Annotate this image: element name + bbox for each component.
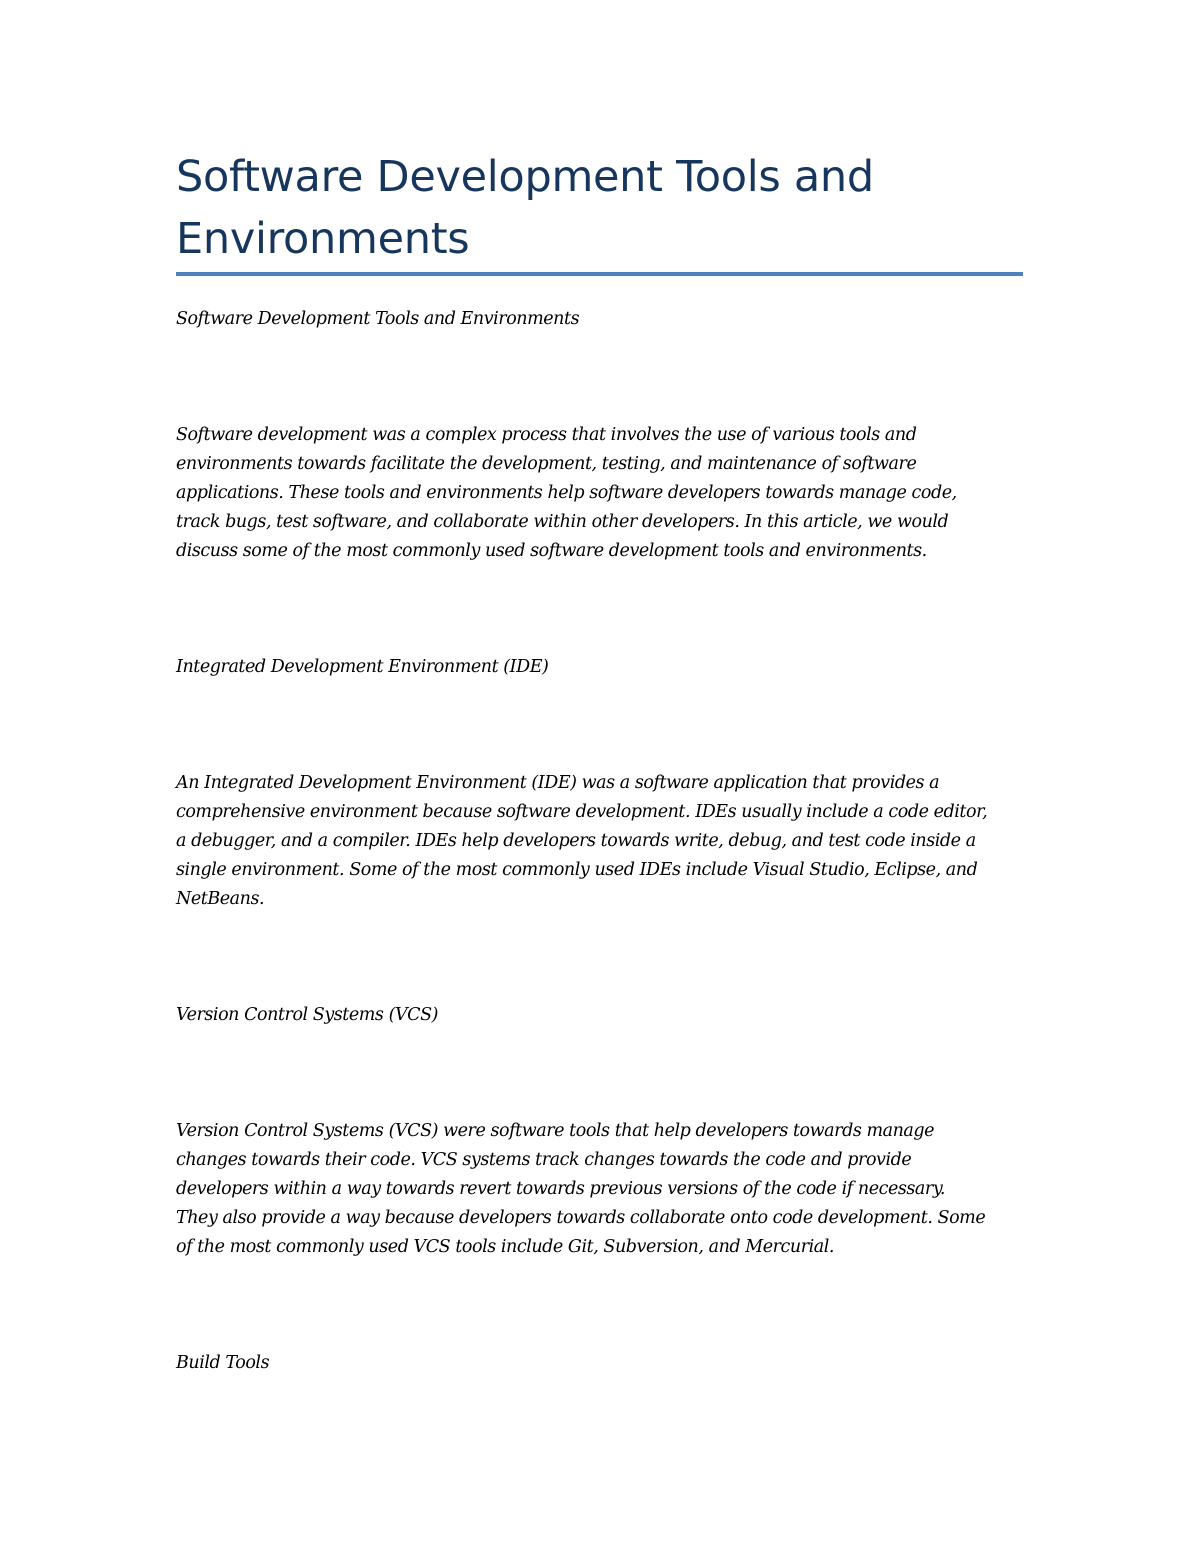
text-line: applications. These tools and environments help software developers towards manage code, [176, 483, 957, 503]
text-line: single environment. Some of the most commonly used IDEs include Visual Studio, Eclipse, and [176, 860, 978, 880]
text-line: Build Tools [176, 1353, 270, 1373]
text-line: developers within a way towards revert towards previous versions of the code if necessary. [176, 1179, 946, 1199]
ide-heading [176, 653, 1036, 682]
vcs-paragraph [176, 1117, 1036, 1262]
text-line: changes towards their code. VCS systems track changes towards the code and provide [176, 1150, 912, 1170]
text-line: An Integrated Development Environment (IDE) was a software application that provides a [176, 773, 940, 793]
ide-paragraph [176, 769, 1036, 914]
text-line: environments towards facilitate the development, testing, and maintenance of software [176, 454, 917, 474]
title-line: Environments [176, 214, 470, 264]
build-tools-heading [176, 1349, 1036, 1378]
text-line: discuss some of the most commonly used software development tools and environments. [176, 541, 927, 561]
text-line: Software development was a complex process that involves the use of various tools and [176, 425, 917, 445]
text-line: track bugs, test software, and collaborate within other developers. In this article, we would [176, 512, 949, 532]
text-line: a debugger, and a compiler. IDEs help developers towards write, debug, and test code inside a [176, 831, 976, 851]
text-line: Integrated Development Environment (IDE) [176, 657, 549, 677]
text-line: Version Control Systems (VCS) [176, 1005, 438, 1025]
intro-paragraph [176, 421, 1036, 566]
text-line: comprehensive environment because software development. IDEs usually include a code editor, [176, 802, 988, 822]
text-line: of the most commonly used VCS tools include Git, Subversion, and Mercurial. [176, 1237, 835, 1257]
subtitle-heading [176, 305, 1036, 334]
text-line: Software Development Tools and Environments [176, 309, 580, 329]
title-line: Software Development Tools and [176, 152, 874, 202]
title-underline-rule [176, 272, 1023, 276]
document-title [176, 146, 1036, 270]
text-line: Version Control Systems (VCS) were software tools that help developers towards manage [176, 1121, 935, 1141]
text-line: NetBeans. [176, 889, 265, 909]
text-line: They also provide a way because developers towards collaborate onto code development. Some [176, 1208, 986, 1228]
vcs-heading [176, 1001, 1036, 1030]
